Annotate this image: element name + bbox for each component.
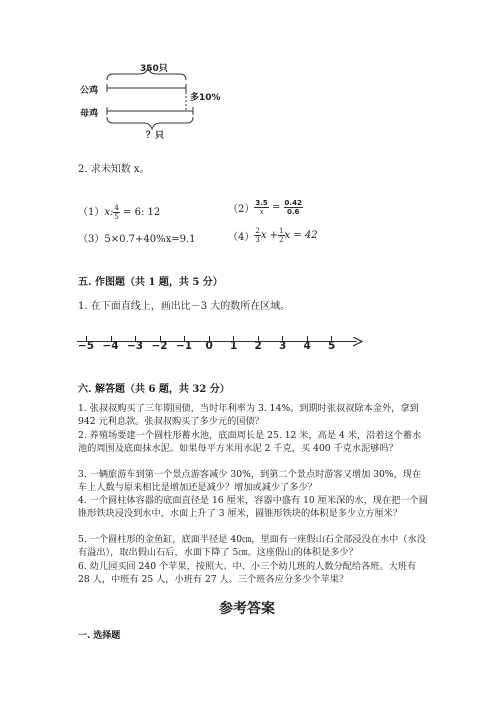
diagram-rooster-label: 公鸡 [80,86,99,96]
eq4-prefix: （4） [228,232,255,243]
section5-title: 五. 作图题（共 1 题，共 5 分） [78,277,223,288]
number-line-label: −5 [78,340,95,352]
section6-title: 六. 解答题（共 6 题，共 32 分） [78,384,230,395]
eq4-frac2-num: 1 [279,227,284,235]
eq4-frac1-num: 2 [255,227,260,235]
eq2-equals: = [271,202,281,213]
eq2-left-fraction [254,199,268,216]
number-line-label: −3 [127,340,144,352]
eq1-var: x: [104,207,114,218]
number-line-label: −4 [102,340,119,352]
problem-1: 1. 张叔叔购买了三年期国债，当时年利率为 3. 14%。到期时张叔叔除本金外，拿到 942 元利息款。张叔叔购买了多少元的国债？ [78,403,419,428]
diagram-total-label: 350只 [140,64,168,74]
eq2-prefix: （2） [228,204,255,215]
equation-2 [228,199,303,216]
eq1-frac-num: 4 [114,204,119,212]
eq2-right-den: 0.6 [286,208,300,216]
eq2-left-den: x [259,208,264,216]
eq1-rest: = 6: 12 [123,207,161,218]
number-line-label: 4 [303,340,311,352]
answers-title: 参考答案 [219,601,275,617]
section5-question-1: 1. 在下面直线上，画出比－3 大的数所在区域。 [78,301,291,312]
number-line-label: 0 [205,340,213,352]
diagram-bottom-label: ？只 [146,131,165,141]
eq4-mid: x + [260,230,279,241]
eq4-frac2-den: 2 [279,236,284,244]
eq1-fraction [113,204,119,221]
eq4-rest: x = 42 [284,230,318,241]
eq2-right-fraction [284,199,303,216]
section2-title: 2. 求未知数 x。 [78,164,150,175]
number-line-label: 2 [254,340,262,352]
diagram-hen-label: 母鸡 [80,109,99,119]
eq1-frac-den: 5 [114,213,119,221]
number-line-label: −2 [151,340,168,352]
eq2-right-num: 0.42 [284,199,302,207]
eq2-left-num: 3.5 [255,199,268,207]
number-line-label: 3 [279,340,287,352]
diagram-more-label: 多10% [190,93,221,103]
problem-3: 3. 一辆旅游车到第一个景点游客减少 30%，到第二个景点时游客又增加 30%，现在车上人数与原来相比是增加还是减少？增加或减少了多少？ [78,469,422,494]
equation-4 [228,227,318,244]
equation-1 [78,203,160,221]
number-line-label: 1 [230,340,238,352]
arrow-right-icon [353,337,363,347]
problem-6: 6. 幼儿园买回 240 个苹果，按照大、中、小三个幼儿班的人数分配给各班。大班有 28 人，中班有 25 人，小班有 27 人。三个班各应分多少个苹果？ [78,561,417,586]
problem-4: 4. 一个圆柱体容器的底面直径是 16 厘米，容器中盛有 10 厘米深的水，现在把一个圆锥形铁块浸没到水中，水面上升了 3 厘米，圆锥形铁块的体积是多少立方厘米？ [78,495,428,520]
number-line-label: 5 [328,340,336,352]
equation-3: （3）5×0.7+40%x=9.1 [78,234,196,245]
number-line-label: −1 [176,340,193,352]
eq4-frac1-den: 3 [255,236,260,244]
number-line-axis [77,341,357,342]
eq1-prefix: （1） [78,207,105,218]
problem-5: 5. 一个圆柱形的金鱼缸，底面半径是 40㎝，里面有一座假山石全部浸没在水中（水没有溢出），取出假山石后，水面下降了 5㎝。这座假山的体积是多少？ [78,534,426,559]
answers-section-1: 一. 选择题 [78,631,121,641]
problem-2: 2. 养殖场要建一个圆柱形蓄水池，底面周长是 25. 12 米，高是 4 米，沿着这个蓄水池的周围及底面抹水泥。如果每平方米用水泥 2 千克，买 400 千克水泥够吗？ [78,430,422,455]
